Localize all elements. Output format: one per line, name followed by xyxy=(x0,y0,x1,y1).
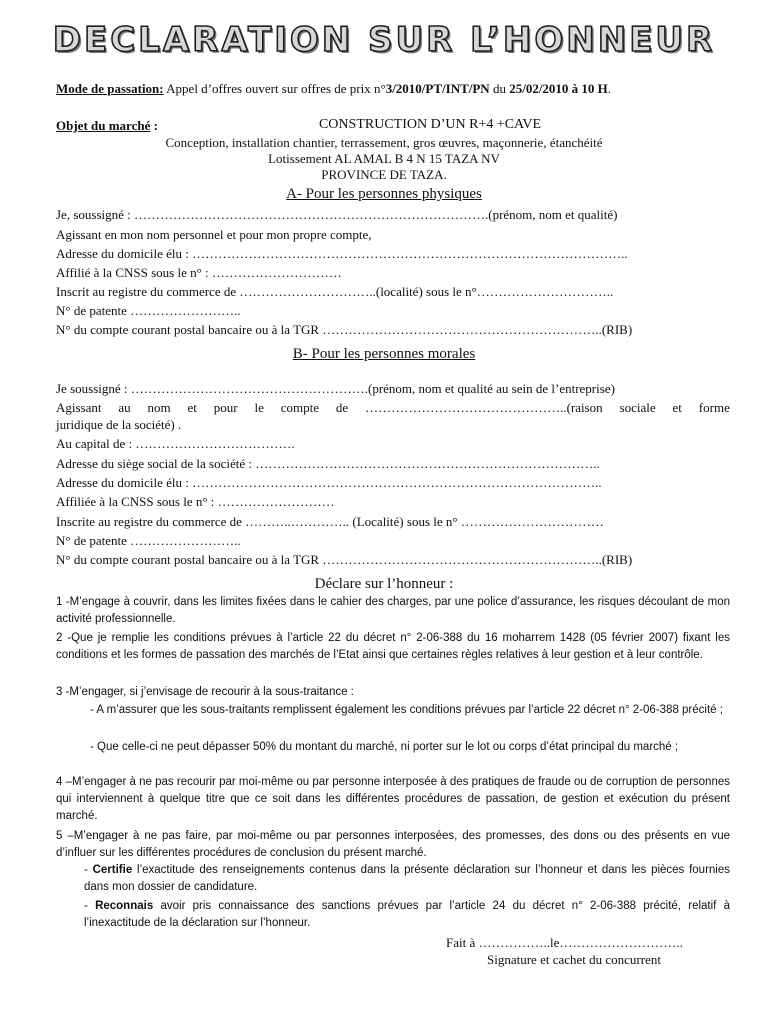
b-line-domicile: Adresse du domicile élu : ………………………………………………………………………………….. xyxy=(56,475,602,490)
b-line-agissant xyxy=(56,399,730,416)
declare-item-3a: - A m’assurer que les sous-traitants remplissent également les conditions prévues par l’article 22 décret n° 2-06-388 précité ; xyxy=(90,704,723,716)
reconnais-text: avoir pris connaissance des sanctions prévues par l’article 24 du décret n° 2-06-388 précité, relatif à l’inexactitude de la déclaration sur l’honneur. xyxy=(84,900,730,929)
a-line-patente: N° de patente …………………….. xyxy=(56,303,241,318)
mode-end: . xyxy=(607,81,612,96)
objet-colon: : xyxy=(150,118,158,133)
a-line-compte: N° du compte courant postal bancaire ou à la TGR ………………………………………………………..(RIB) xyxy=(56,322,633,337)
a-line-soussigne: Je, soussigné : ……………………………………………………………………….(prénom, nom et qualité) xyxy=(56,207,618,222)
objet-construction: CONSTRUCTION D’UN R+4 +CAVE xyxy=(318,117,542,132)
b-agissant-word: de xyxy=(335,400,349,415)
b-agissant-word: et xyxy=(672,400,682,415)
declare-item-3: 3 -M’engager, si j’envisage de recourir à la sous-traitance : xyxy=(56,686,354,698)
mode-label: Mode de passation: xyxy=(56,81,164,96)
declare-heading: Déclare sur l’honneur : xyxy=(314,576,454,592)
objet-line-4: PROVINCE DE TAZA. xyxy=(321,167,447,182)
b-line-patente: N° de patente …………………….. xyxy=(56,533,241,548)
section-b-heading-row xyxy=(0,346,768,363)
b-line-siege: Adresse du siège social de la société : …………………………………………………………………….. xyxy=(56,456,600,471)
declare-item-5: 5 –M’engager à ne pas faire, par moi-même ou par personnes interposées, des promesses, des dons ou des présents en vue d’influer sur les différentes procédures de conclusion du présent marché. xyxy=(56,830,730,859)
b-agissant-word: Agissant xyxy=(56,400,102,415)
section-a-heading-row xyxy=(0,186,768,203)
certifie-text: l’exactitude des renseignements contenus dans la présente déclaration sur l’honneur et dans les pièces fournies dans mon dossier de candidature. xyxy=(84,864,730,893)
mode-ref: 3/2010/PT/INT/PN xyxy=(385,81,490,96)
b-agissant-word: le xyxy=(254,400,264,415)
b-line-registre: Inscrite au registre du commerce de ………..………….. (Localité) sous le n° …………………………… xyxy=(56,514,604,529)
b-line-capital: Au capital de : ………………………………. xyxy=(56,436,295,451)
certifie-dash: - xyxy=(84,864,93,876)
a-line-agissant: Agissant en mon nom personnel et pour mon propre compte, xyxy=(56,227,372,242)
b-agissant-word: et xyxy=(187,400,197,415)
signature-label: Signature et cachet du concurrent xyxy=(487,952,661,967)
b-line-soussigne: Je soussigné : ……………………………………………….(prénom, nom et qualité au sein de l’entreprise) xyxy=(56,381,615,396)
mode-passation-line xyxy=(56,80,730,97)
b-line-cnss: Affiliée à la CNSS sous le n° : ……………………… xyxy=(56,494,335,509)
b-agissant-word: nom xyxy=(147,400,171,415)
reconnais-keyword: Reconnais xyxy=(95,900,154,912)
section-a-heading: A- Pour les personnes physiques xyxy=(286,186,482,202)
b-line-juridique: juridique de la société) . xyxy=(56,417,182,432)
section-b-heading: B- Pour les personnes morales xyxy=(292,346,476,362)
b-agissant-word: ………………………………………..(raison xyxy=(365,400,603,415)
certifie-keyword: Certifie xyxy=(92,864,133,876)
document-title: DECLARATION SUR L’HONNEUR xyxy=(52,20,716,60)
a-line-cnss: Affilié à la CNSS sous le n° : ………………………… xyxy=(56,265,342,280)
declare-item-2: 2 -Que je remplie les conditions prévues à l’article 22 du décret n° 2-06-388 du 16 moharrem 1428 (05 février 2007) fixant les conditions et les formes de passation des marchés de l’Etat ainsi que certaines règles relatives à leur gestion et à leur contrôle. xyxy=(56,632,730,661)
mode-date: 25/02/2010 à 10 H xyxy=(509,81,608,96)
b-agissant-word: pour xyxy=(213,400,238,415)
b-agissant-word: sociale xyxy=(619,400,656,415)
declare-item-4: 4 –M’engager à ne pas recourir par moi-même ou par personne interposée à des pratiques de fraude ou de corruption de personnes qui interviennent à quelque titre que ce soit dans les différentes procédures de passation, de gestion et exécution du présent marché. xyxy=(56,776,730,822)
mode-du: du xyxy=(489,81,510,96)
declare-certifie xyxy=(84,862,730,896)
b-agissant-word: compte xyxy=(280,400,320,415)
b-agissant-word: forme xyxy=(698,400,730,415)
b-agissant-word: au xyxy=(118,400,131,415)
objet-line-3: Lotissement AL AMAL B 4 N 15 TAZA NV xyxy=(268,151,500,166)
declare-item-1: 1 -M’engage à couvrir, dans les limites fixées dans le cahier des charges, par une police d’assurance, les risques découlant de mon activité professionnelle. xyxy=(56,596,730,625)
reconnais-dash: - xyxy=(84,900,96,912)
declare-item-3b: - Que celle-ci ne peut dépasser 50% du montant du marché, ni porter sur le lot ou corps d’état principal du marché ; xyxy=(90,741,679,753)
objet-line-2: Conception, installation chantier, terrassement, gros œuvres, maçonnerie, étanchéité xyxy=(165,135,603,150)
mode-text: Appel d’offres ouvert sur offres de prix n° xyxy=(163,81,386,96)
objet-label: Objet du marché xyxy=(56,118,151,133)
a-line-registre: Inscrit au registre du commerce de …………………………..(localité) sous le n°………………………….. xyxy=(56,284,614,299)
declare-reconnais xyxy=(84,898,730,932)
a-line-domicile: Adresse du domicile élu : ……………………………………………………………………………………….. xyxy=(56,246,628,261)
document-header xyxy=(0,20,768,60)
fait-a-line: Fait à ……………..le……………………….. xyxy=(446,935,683,950)
b-line-compte: N° du compte courant postal bancaire ou à la TGR ………………………………………………………..(RIB) xyxy=(56,552,633,567)
